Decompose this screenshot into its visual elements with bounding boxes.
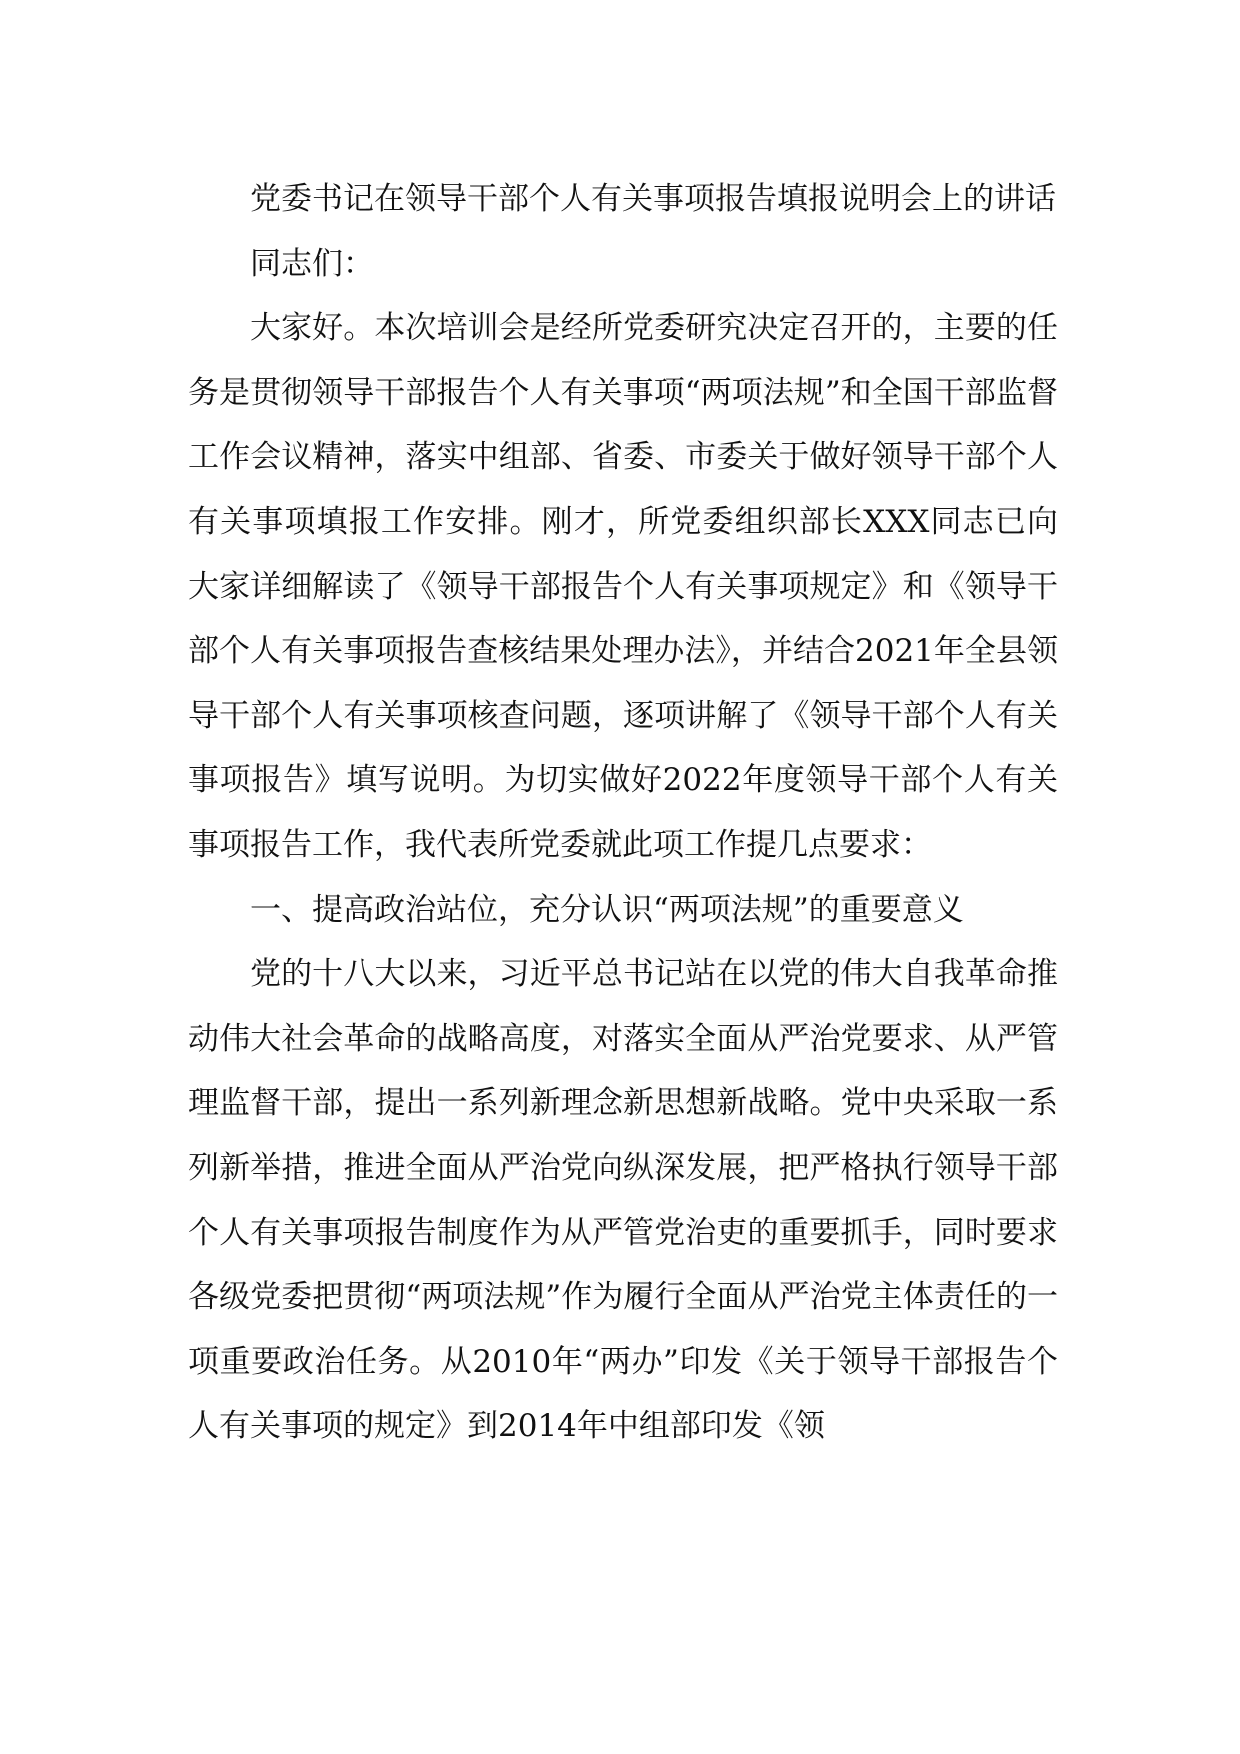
paragraph-intro: 大家好。本次培训会是经所党委研究决定召开的，主要的任务是贯彻领导干部报告个人有关事项“两项法规”和全国干部监督工作会议精神，落实中组部、省委、市委关于做好领导干部个人有关事项填报工作安排。刚才，所党委组织部长XXX同志已向大家详细解读了《领导干部报告个人有关事项规定》和《领导干部个人有关事项报告查核结果处理办法》，并结合2021年全县领导干部个人有关事项核查问题，逐项讲解了《领导干部个人有关事项报告》填写说明。为切实做好2022年度领导干部个人有关事项报告工作，我代表所党委就此项工作提几点要求：: [188, 310, 1058, 863]
section-heading-1: 一、提高政治站位，充分认识“两项法规”的重要意义: [250, 891, 964, 928]
document-title: 党委书记在领导干部个人有关事项报告填报说明会上的讲话: [250, 181, 1056, 217]
paragraph-section-1: 党的十八大以来，习近平总书记站在以党的伟大自我革命推动伟大社会革命的战略高度，对落实全面从严治党要求、从严管理监督干部，提出一系列新理念新思想新战略。党中央采取一系列新举措，推进全面从严治党向纵深发展，把严格执行领导干部个人有关事项报告制度作为从严管党治吏的重要抓手，同时要求各级党委把贯彻“两项法规”作为履行全面从严治党主体责任的一项重要政治任务。从2010年“两办”印发《关于领导干部报告个人有关事项的规定》到2014年中组部印发《领: [188, 956, 1058, 1445]
document-body: [188, 167, 1058, 1459]
salutation: 同志们：: [250, 245, 374, 282]
